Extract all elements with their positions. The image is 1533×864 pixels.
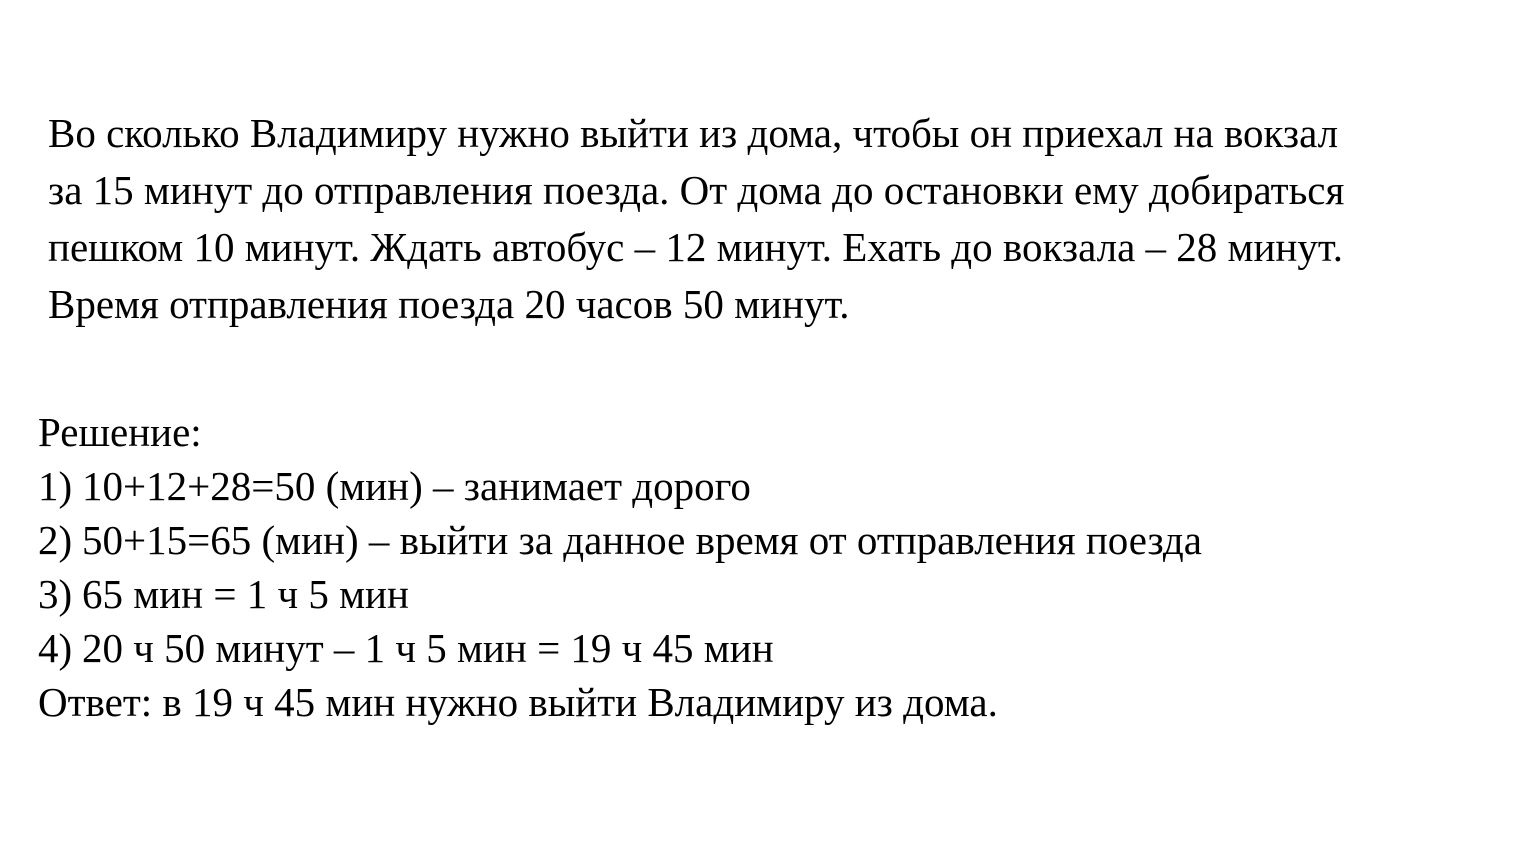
solution-step-2 xyxy=(38,513,1498,567)
solution-steps xyxy=(38,459,1498,675)
solution-step-4 xyxy=(38,621,1498,675)
step-text: 50+15=65 (мин) – выйти за данное время от отправления поезда xyxy=(82,517,1202,563)
step-number: 1) xyxy=(38,463,73,509)
answer-line: Ответ: в 19 ч 45 мин нужно выйти Владимиру из дома. xyxy=(38,679,998,725)
solution-step-1 xyxy=(38,459,1498,513)
solution-heading: Решение: xyxy=(38,409,202,455)
problem-line-1: Во сколько Владимиру нужно выйти из дома, чтобы он приехал на вокзал xyxy=(48,110,1339,156)
problem-statement xyxy=(48,105,1508,333)
step-number: 3) xyxy=(38,571,73,617)
step-text: 20 ч 50 минут – 1 ч 5 мин = 19 ч 45 мин xyxy=(82,625,774,671)
step-text: 65 мин = 1 ч 5 мин xyxy=(82,571,409,617)
step-text: 10+12+28=50 (мин) – занимает дорого xyxy=(82,463,751,509)
problem-line-2: за 15 минут до отправления поезда. От дома до остановки ему добираться xyxy=(48,167,1345,213)
step-number: 4) xyxy=(38,625,73,671)
solution-step-3 xyxy=(38,567,1498,621)
step-number: 2) xyxy=(38,517,73,563)
solution-block xyxy=(38,405,1498,729)
problem-line-3: пешком 10 минут. Ждать автобус – 12 минут. Ехать до вокзала – 28 минут. xyxy=(48,224,1343,270)
problem-line-4: Время отправления поезда 20 часов 50 минут. xyxy=(48,281,850,327)
